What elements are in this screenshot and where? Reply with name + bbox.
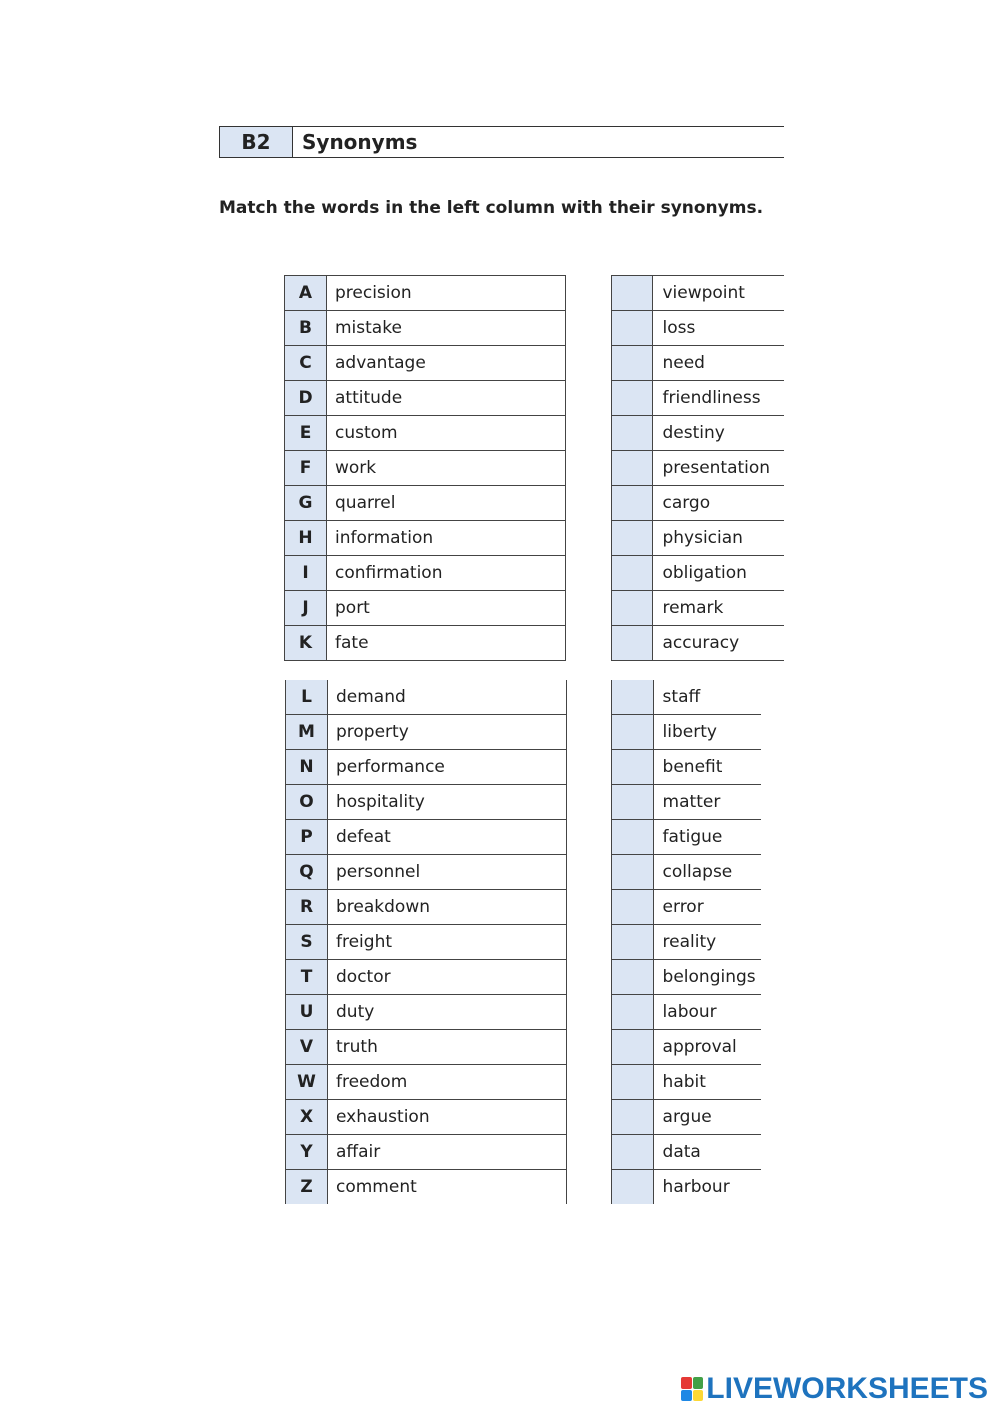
- synonym-row: [612, 416, 785, 451]
- word-letter: K: [285, 626, 327, 661]
- synonym-row: [612, 311, 785, 346]
- answer-blank[interactable]: [612, 820, 654, 855]
- synonym-cell: accuracy: [653, 626, 784, 661]
- synonym-cell: error: [653, 890, 761, 925]
- word-row: [286, 1100, 567, 1135]
- word-letter: R: [286, 890, 328, 925]
- synonym-row: [612, 750, 762, 785]
- word-cell: freight: [328, 925, 567, 960]
- synonym-row: [612, 521, 785, 556]
- word-row: [286, 750, 567, 785]
- answer-blank[interactable]: [612, 451, 653, 486]
- word-row: [285, 486, 566, 521]
- synonym-row: [612, 556, 785, 591]
- word-row: [285, 626, 566, 661]
- synonym-cell: argue: [653, 1100, 761, 1135]
- answer-blank[interactable]: [612, 486, 653, 521]
- synonym-row: [612, 1135, 762, 1170]
- synonym-cell: cargo: [653, 486, 784, 521]
- answer-blank[interactable]: [612, 680, 654, 715]
- synonym-row: [612, 785, 762, 820]
- answer-blank[interactable]: [612, 276, 653, 311]
- synonym-row: [612, 1065, 762, 1100]
- synonym-cell: friendliness: [653, 381, 784, 416]
- synonym-cell: data: [653, 1135, 761, 1170]
- word-row: [285, 276, 566, 311]
- synonym-row: [612, 890, 762, 925]
- synonym-cell: liberty: [653, 715, 761, 750]
- word-cell: mistake: [327, 311, 566, 346]
- word-letter: G: [285, 486, 327, 521]
- word-cell: personnel: [328, 855, 567, 890]
- word-cell: work: [327, 451, 566, 486]
- word-letter: V: [286, 1030, 328, 1065]
- logo-text: LIVEWORKSHEETS: [706, 1372, 988, 1405]
- word-letter: T: [286, 960, 328, 995]
- word-letter: X: [286, 1100, 328, 1135]
- synonym-cell: need: [653, 346, 784, 381]
- liveworksheets-logo: [681, 1372, 988, 1406]
- synonym-cell: physician: [653, 521, 784, 556]
- answer-blank[interactable]: [612, 1135, 654, 1170]
- synonym-cell: belongings: [653, 960, 761, 995]
- word-row: [286, 1030, 567, 1065]
- word-row: [285, 451, 566, 486]
- synonym-cell: loss: [653, 311, 784, 346]
- word-cell: advantage: [327, 346, 566, 381]
- word-letter: U: [286, 995, 328, 1030]
- word-cell: confirmation: [327, 556, 566, 591]
- synonym-cell: staff: [653, 680, 761, 715]
- synonym-cell: obligation: [653, 556, 784, 591]
- word-letter: L: [286, 680, 328, 715]
- word-cell: information: [327, 521, 566, 556]
- answer-blank[interactable]: [612, 890, 654, 925]
- word-cell: defeat: [328, 820, 567, 855]
- synonym-row: [612, 820, 762, 855]
- word-letter: D: [285, 381, 327, 416]
- word-letter: B: [285, 311, 327, 346]
- word-cell: breakdown: [328, 890, 567, 925]
- word-row: [286, 995, 567, 1030]
- word-letter: E: [285, 416, 327, 451]
- word-row: [286, 1170, 567, 1205]
- word-letter: F: [285, 451, 327, 486]
- word-row: [286, 680, 567, 715]
- word-cell: hospitality: [328, 785, 567, 820]
- answer-blank[interactable]: [612, 785, 654, 820]
- synonym-row: [612, 591, 785, 626]
- word-letter: Y: [286, 1135, 328, 1170]
- answer-blank[interactable]: [612, 1170, 654, 1205]
- word-cell: precision: [327, 276, 566, 311]
- synonym-row: [612, 855, 762, 890]
- synonym-row: [612, 1030, 762, 1065]
- synonym-row: [612, 451, 785, 486]
- word-row: [285, 416, 566, 451]
- answer-blank[interactable]: [612, 381, 653, 416]
- word-cell: duty: [328, 995, 567, 1030]
- word-letter: A: [285, 276, 327, 311]
- answer-blank[interactable]: [612, 521, 653, 556]
- word-cell: custom: [327, 416, 566, 451]
- synonym-cell: habit: [653, 1065, 761, 1100]
- word-row: [285, 311, 566, 346]
- word-letter: Z: [286, 1170, 328, 1205]
- left-word-table-2: [285, 680, 567, 1204]
- word-letter: H: [285, 521, 327, 556]
- synonym-cell: harbour: [653, 1170, 761, 1205]
- synonym-row: [612, 925, 762, 960]
- word-row: [285, 591, 566, 626]
- logo-icon: [681, 1377, 703, 1401]
- synonym-cell: benefit: [653, 750, 761, 785]
- word-cell: comment: [328, 1170, 567, 1205]
- exercise-title: Synonyms: [302, 130, 418, 154]
- answer-blank[interactable]: [612, 1030, 654, 1065]
- word-row: [286, 820, 567, 855]
- right-synonym-table-1: [611, 275, 784, 661]
- answer-blank[interactable]: [612, 1100, 654, 1135]
- word-cell: fate: [327, 626, 566, 661]
- left-word-table-1: [284, 275, 566, 661]
- word-row: [286, 960, 567, 995]
- word-cell: affair: [328, 1135, 567, 1170]
- word-row: [285, 556, 566, 591]
- word-cell: performance: [328, 750, 567, 785]
- answer-blank[interactable]: [612, 855, 654, 890]
- synonym-cell: remark: [653, 591, 784, 626]
- word-row: [286, 785, 567, 820]
- synonym-row: [612, 995, 762, 1030]
- synonym-row: [612, 346, 785, 381]
- answer-blank[interactable]: [612, 750, 654, 785]
- word-cell: exhaustion: [328, 1100, 567, 1135]
- word-letter: P: [286, 820, 328, 855]
- synonym-row: [612, 1100, 762, 1135]
- synonym-cell: destiny: [653, 416, 784, 451]
- word-letter: J: [285, 591, 327, 626]
- answer-blank[interactable]: [612, 995, 654, 1030]
- answer-blank[interactable]: [612, 346, 653, 381]
- word-letter: S: [286, 925, 328, 960]
- synonym-row: [612, 680, 762, 715]
- answer-blank[interactable]: [612, 626, 653, 661]
- word-letter: W: [286, 1065, 328, 1100]
- level-badge: B2: [219, 127, 293, 157]
- answer-blank[interactable]: [612, 715, 654, 750]
- word-cell: property: [328, 715, 567, 750]
- word-cell: attitude: [327, 381, 566, 416]
- word-letter: O: [286, 785, 328, 820]
- synonym-cell: matter: [653, 785, 761, 820]
- word-row: [286, 1065, 567, 1100]
- word-row: [285, 346, 566, 381]
- word-row: [286, 715, 567, 750]
- word-row: [286, 925, 567, 960]
- exercise-header: [219, 126, 784, 158]
- word-cell: doctor: [328, 960, 567, 995]
- synonym-cell: reality: [653, 925, 761, 960]
- synonym-row: [612, 960, 762, 995]
- answer-blank[interactable]: [612, 416, 653, 451]
- synonym-row: [612, 1170, 762, 1205]
- word-cell: truth: [328, 1030, 567, 1065]
- word-row: [286, 890, 567, 925]
- answer-blank[interactable]: [612, 1065, 654, 1100]
- synonym-row: [612, 381, 785, 416]
- word-cell: port: [327, 591, 566, 626]
- synonym-cell: approval: [653, 1030, 761, 1065]
- word-row: [285, 381, 566, 416]
- synonym-cell: viewpoint: [653, 276, 784, 311]
- answer-blank[interactable]: [612, 591, 653, 626]
- synonym-row: [612, 715, 762, 750]
- word-row: [286, 1135, 567, 1170]
- word-letter: C: [285, 346, 327, 381]
- word-letter: M: [286, 715, 328, 750]
- synonym-cell: labour: [653, 995, 761, 1030]
- word-letter: N: [286, 750, 328, 785]
- word-letter: Q: [286, 855, 328, 890]
- word-cell: freedom: [328, 1065, 567, 1100]
- word-row: [286, 855, 567, 890]
- answer-blank[interactable]: [612, 556, 653, 591]
- synonym-cell: collapse: [653, 855, 761, 890]
- word-cell: quarrel: [327, 486, 566, 521]
- right-synonym-table-2: [611, 680, 761, 1204]
- word-cell: demand: [328, 680, 567, 715]
- answer-blank[interactable]: [612, 311, 653, 346]
- word-letter: I: [285, 556, 327, 591]
- synonym-row: [612, 626, 785, 661]
- synonym-cell: presentation: [653, 451, 784, 486]
- word-row: [285, 521, 566, 556]
- answer-blank[interactable]: [612, 960, 654, 995]
- synonym-row: [612, 276, 785, 311]
- instruction-text: Match the words in the left column with their synonyms.: [219, 198, 764, 218]
- synonym-cell: fatigue: [653, 820, 761, 855]
- answer-blank[interactable]: [612, 925, 654, 960]
- synonym-row: [612, 486, 785, 521]
